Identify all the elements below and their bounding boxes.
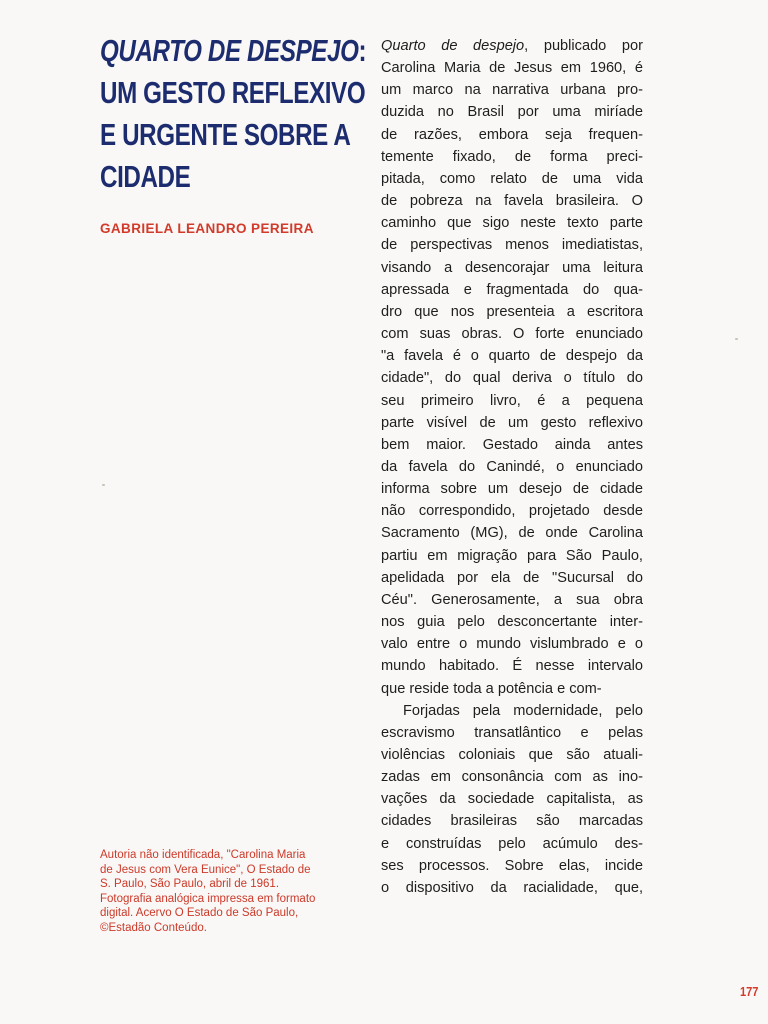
body-line: e construídas pelo acúmulo des- bbox=[381, 835, 643, 852]
title-line-1 bbox=[100, 30, 367, 72]
body-line: duzida no Brasil por uma miríade bbox=[381, 104, 643, 121]
body-line: caminho que sigo neste texto parte bbox=[381, 215, 643, 232]
caption-line: Fotografia analógica impressa em formato bbox=[100, 892, 316, 905]
body-line: parte visível de um gesto reflexivo bbox=[381, 414, 643, 431]
paragraph-2-first-line: Forjadas pela modernidade, pelo bbox=[403, 702, 643, 719]
title-line-4: CIDADE bbox=[100, 159, 191, 194]
body-line: mundo habitado. É nesse intervalo bbox=[381, 658, 643, 675]
body-line: de pobreza na favela brasileira. O bbox=[381, 193, 643, 210]
body-line: nos guia pelo desconcertante inter- bbox=[381, 614, 643, 631]
caption-line: S. Paulo, São Paulo, abril de 1961. bbox=[100, 878, 280, 891]
body-line: temente fixado, de forma preci- bbox=[381, 148, 643, 165]
paper-speck bbox=[102, 484, 105, 486]
author-name: GABRIELA LEANDRO PEREIRA bbox=[100, 221, 314, 236]
body-line: apressada e fragmentada do qua- bbox=[381, 281, 643, 298]
body-line: informa sobre um desejo de cidade bbox=[381, 481, 643, 498]
body-line: de razões, embora seja frequen- bbox=[381, 126, 643, 143]
body-line: da favela do Canindé, o enunciado bbox=[381, 458, 643, 475]
body-line: que reside toda a potência e com- bbox=[381, 680, 602, 697]
paper-speck bbox=[735, 338, 738, 340]
caption-line: de Jesus com Vera Eunice", O Estado de bbox=[100, 863, 311, 876]
body-line: cidade", do qual deriva o título do bbox=[381, 370, 643, 387]
body-line: vações da sociedade capitalista, as bbox=[381, 791, 643, 808]
body-line: Sacramento (MG), de onde Carolina bbox=[381, 525, 643, 542]
body-line: bem maior. Gestado ainda antes bbox=[381, 436, 643, 453]
body-line: valo entre o mundo vislumbrado e o bbox=[381, 636, 643, 653]
caption-line: Autoria não identificada, "Carolina Maria bbox=[100, 849, 306, 861]
body-line: visando a desencorajar uma leitura bbox=[381, 259, 643, 276]
body-line: de perspectivas menos imediatistas, bbox=[381, 237, 643, 254]
body-line: Céu". Generosamente, a sua obra bbox=[381, 591, 643, 608]
body-line: Carolina Maria de Jesus em 1960, é bbox=[381, 60, 643, 77]
body-text bbox=[381, 35, 643, 899]
body-line: seu primeiro livro, é a pequena bbox=[381, 392, 643, 409]
body-line: dro que nos presenteia a escritora bbox=[381, 303, 643, 320]
body-line: "a favela é o quarto de despejo da bbox=[381, 348, 643, 365]
body-line: ses processos. Sobre elas, incide bbox=[381, 857, 643, 874]
title-italic-part: QUARTO DE DESPEJO bbox=[100, 33, 359, 68]
body-line: zadas em consonância com as ino- bbox=[381, 769, 643, 786]
body-line: um marco na narrativa urbana pro- bbox=[381, 82, 643, 99]
photo-caption bbox=[100, 848, 358, 936]
page-number: 177 bbox=[740, 984, 759, 999]
body-line: violências coloniais que são atuali- bbox=[381, 747, 643, 763]
body-line: não correspondido, projetado desde bbox=[381, 503, 643, 520]
body-line: pitada, como relato de uma vida bbox=[381, 170, 643, 187]
caption-line: digital. Acervo O Estado de São Paulo, bbox=[100, 907, 299, 920]
body-line: cidades brasileiras são marcadas bbox=[381, 813, 643, 830]
article-title bbox=[100, 30, 367, 198]
left-column bbox=[100, 30, 367, 198]
body-line: com suas obras. O forte enunciado bbox=[381, 326, 643, 343]
body-line: escravismo transatlântico e pelas bbox=[381, 724, 643, 741]
body-line: Quarto de despejo, publicado por bbox=[381, 38, 643, 54]
body-line: partiu em migração para São Paulo, bbox=[381, 547, 643, 564]
title-line-2: UM GESTO REFLEXIVO bbox=[100, 75, 366, 110]
body-line: apelidada por ela de "Sucursal do bbox=[381, 569, 643, 586]
title-colon: : bbox=[358, 33, 367, 68]
caption-line: ©Estadão Conteúdo. bbox=[100, 921, 207, 934]
title-line-3: E URGENTE SOBRE A bbox=[100, 117, 351, 152]
body-line: o dispositivo da racialidade, que, bbox=[381, 879, 643, 896]
book-title-italic: Quarto de despejo bbox=[381, 38, 525, 54]
